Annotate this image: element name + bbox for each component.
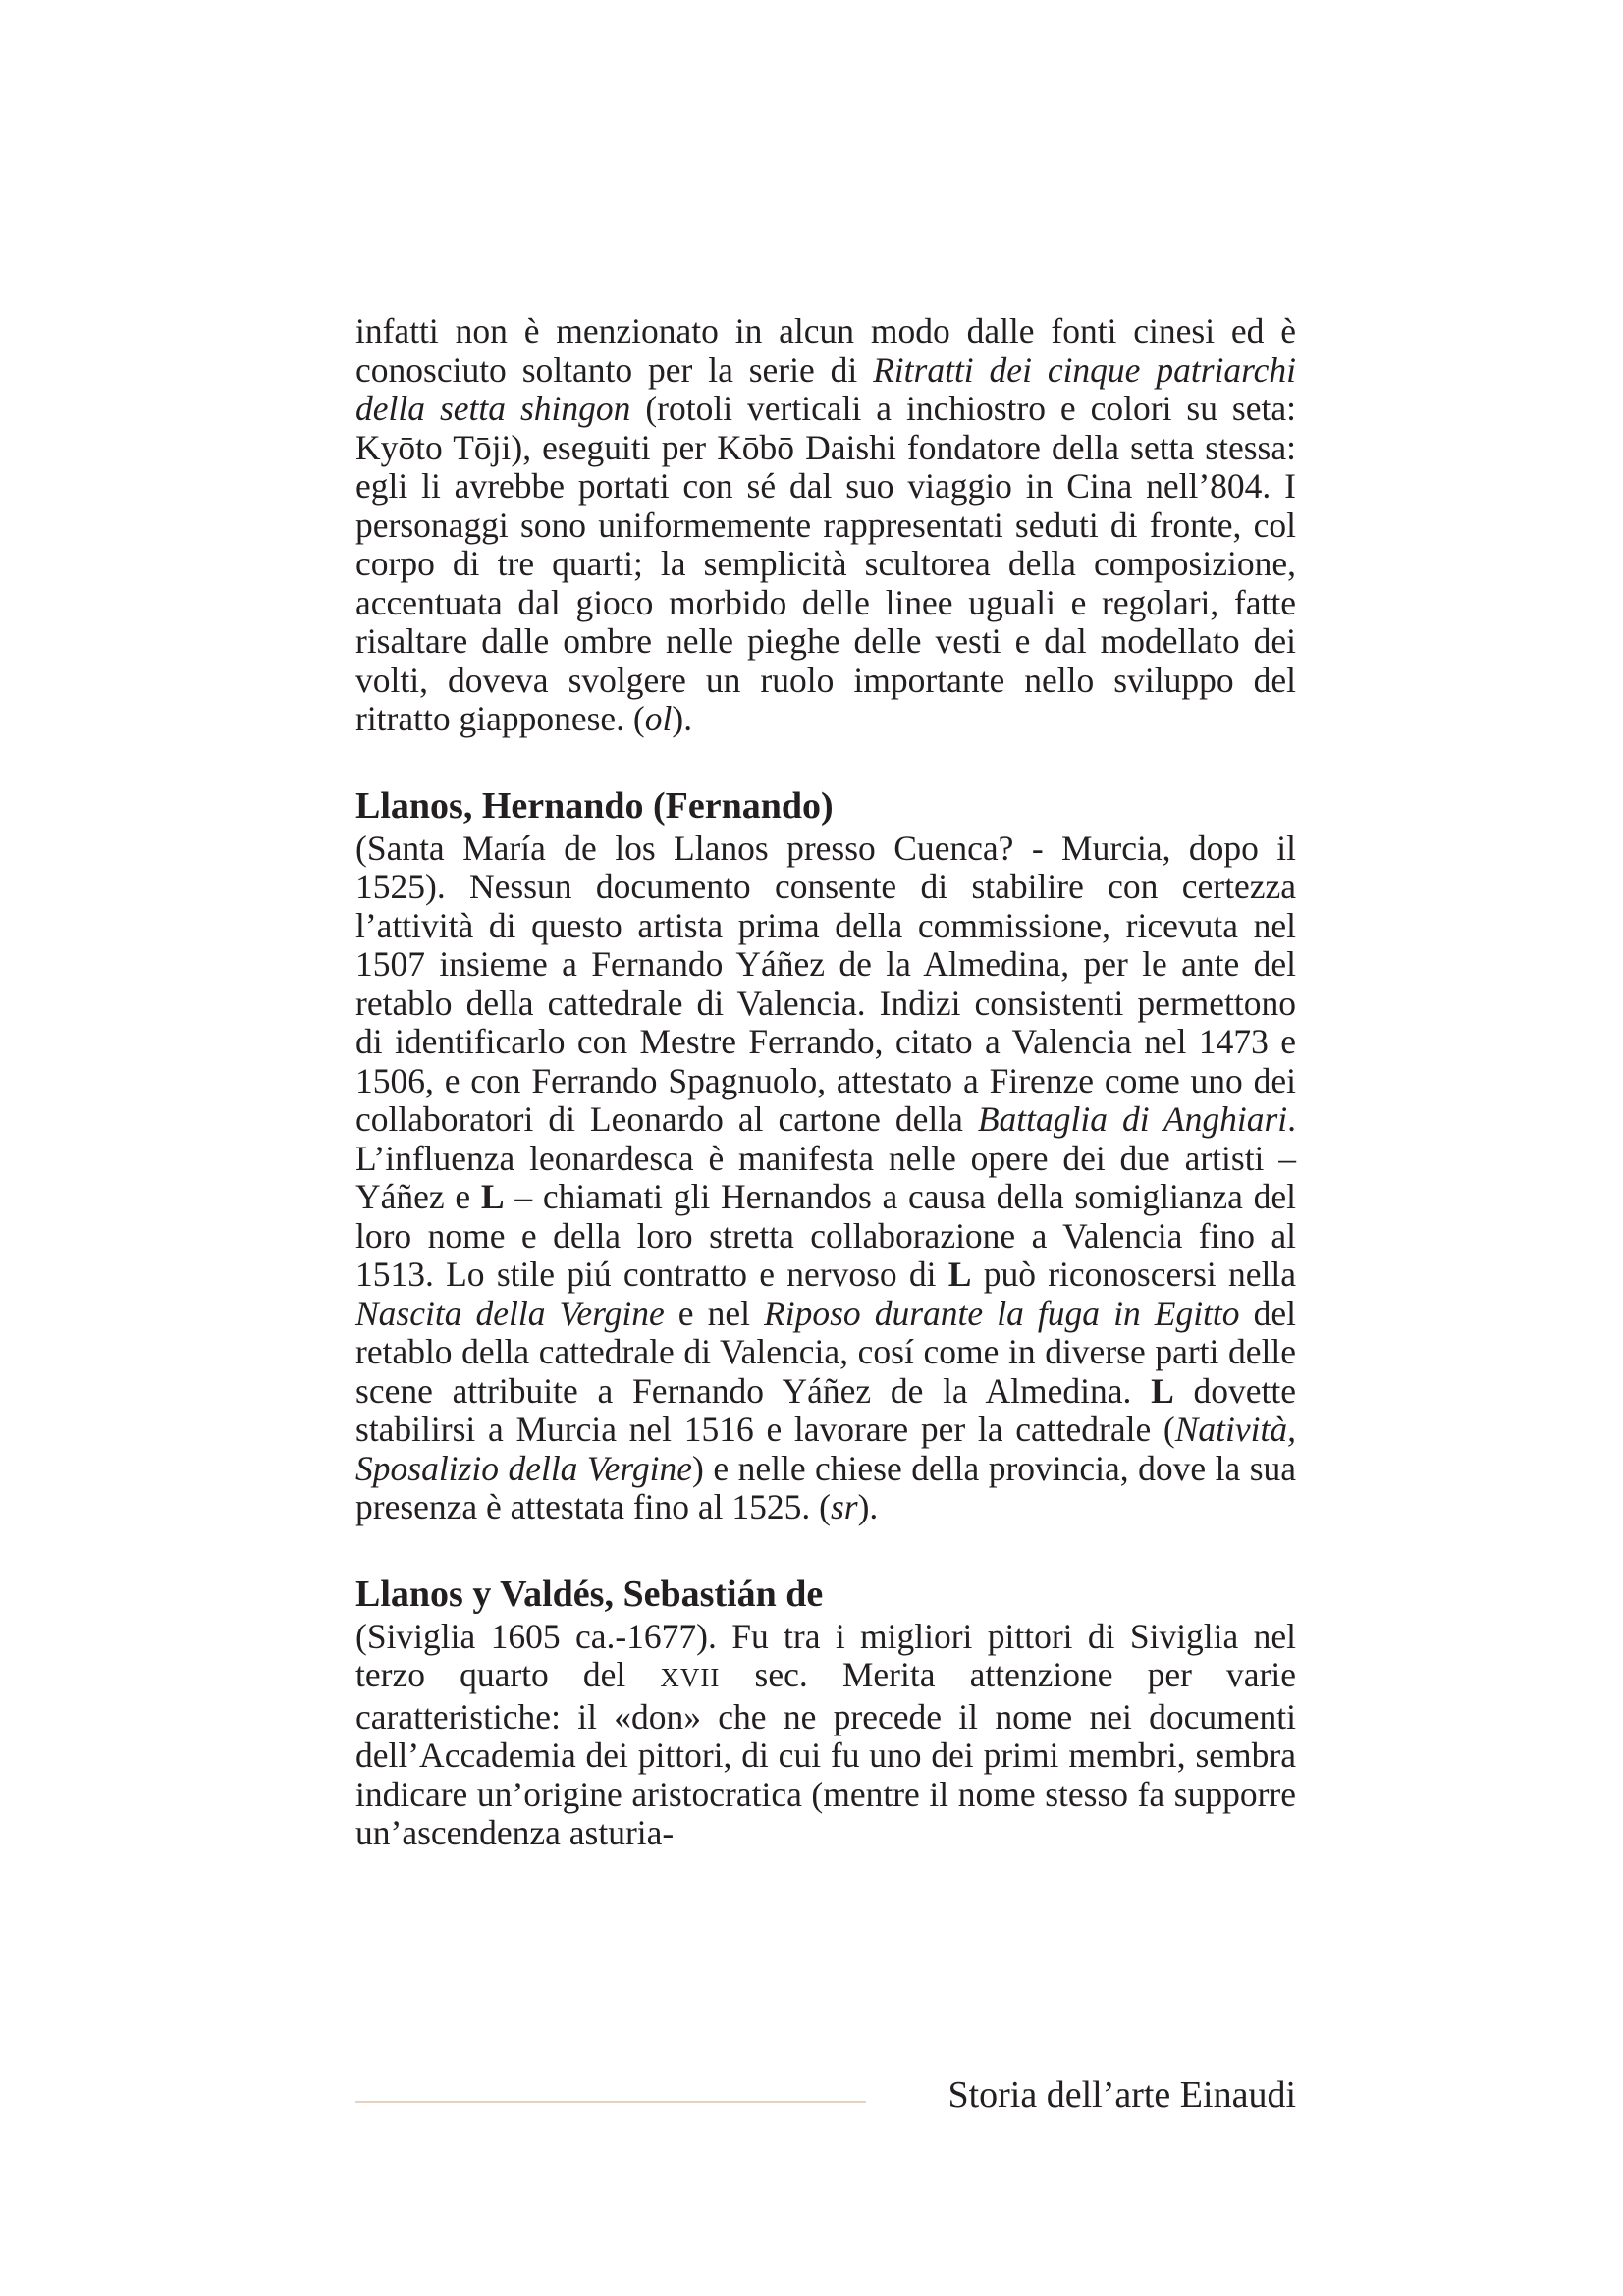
author-initials: sr — [830, 1487, 858, 1526]
entry-body-llanos-y-valdes: (Siviglia 1605 ca.-1677). Fu tra i migliori pittori di Siviglia nel terzo quarto del XVII sec. Merita attenzione per varie caratteristiche: il «don» che ne precede il nome nei documenti dell’Accademia dei pittori, di cui fu uno dei primi membri, sembra indicare un’origine aristocratica (mentre il nome stesso fa supporre un’ascendenza asturia- — [355, 1616, 1296, 1852]
page-content — [355, 312, 1296, 1853]
intro-paragraph: infatti non è menzionato in alcun modo dalle fonti cinesi ed è conosciuto soltanto per la serie di Ritratti dei cinque patriarchi della setta shingon (rotoli verticali a inchiostro e colori su seta: Kyōto Tōji), eseguiti per Kōbō Daishi fondatore della setta stessa: egli li avrebbe portati con sé dal suo viaggio in Cina nell’804. I personaggi sono uniformemente rappresentati seduti di fronte, col corpo di tre quarti; la semplicità scultorea della composizione, accentuata dal gioco morbido delle linee uguali e regolari, fatte risaltare dalle ombre nelle pieghe delle vesti e dal modellato dei volti, doveva svolgere un ruolo importante nello sviluppo del ritratto giapponese. (ol). — [355, 311, 1296, 738]
author-initials: ol — [644, 699, 673, 738]
century-numeral: XVII — [660, 1663, 721, 1692]
entry-body-llanos-hernando: (Santa María de los Llanos presso Cuenca? - Murcia, dopo il 1525). Nessun documento consente di stabilire con certezza l’attività di questo artista prima della commissione, ricevuta nel 1507 insieme a Fernando Yáñez de la Almedina, per le ante del retablo della cattedrale di Valencia. Indizi consistenti permettono di identificarlo con Mestre Ferrando, citato a Valencia nel 1473 e 1506, e con Ferrando Spagnuolo, attestato a Firenze come uno dei collaboratori di Leonardo al cartone della Battaglia di Anghiari. L’influenza leonardesca è manifesta nelle opere dei due artisti – Yáñez e L – chiamati gli Hernandos a causa della somiglianza del loro nome e della loro stretta collaborazione a Valencia fino al 1513. Lo stile piú contratto e nervoso di L può riconoscersi nella Nascita della Vergine e nel Riposo durante la fuga in Egitto del retablo della cattedrale di Valencia, cosí come in diverse parti delle scene attribuite a Fernando Yáñez de la Almedina. L dovette stabilirsi a Murcia nel 1516 e lavorare per la cattedrale (Natività, Sposalizio della Vergine) e nelle chiese della provincia, dove la sua presenza è attestata fino al 1525. (sr). — [355, 828, 1297, 1526]
entry-title-llanos-hernando: Llanos, Hernando (Fernando) — [355, 784, 834, 827]
work-title: Ritratti dei cinque patriarchi della setta shingon — [355, 349, 1296, 428]
footer-publication-title: Storia dell’arte Einaudi — [947, 2074, 1296, 2115]
entry-title-llanos-y-valdes: Llanos y Valdés, Sebastián de — [355, 1573, 824, 1615]
work-title: Natività, Sposalizio della Vergine — [355, 1410, 1296, 1488]
entry-abbreviation: L — [1151, 1370, 1174, 1411]
work-title: Nascita della Vergine — [355, 1293, 665, 1333]
work-title: Battaglia di Anghiari — [977, 1099, 1288, 1139]
work-title: Riposo durante la fuga in Egitto — [764, 1293, 1240, 1333]
page-footer — [355, 2071, 1296, 2120]
footer-rule — [355, 2101, 866, 2103]
entry-abbreviation: L — [947, 1255, 972, 1294]
entry-abbreviation: L — [480, 1177, 505, 1216]
